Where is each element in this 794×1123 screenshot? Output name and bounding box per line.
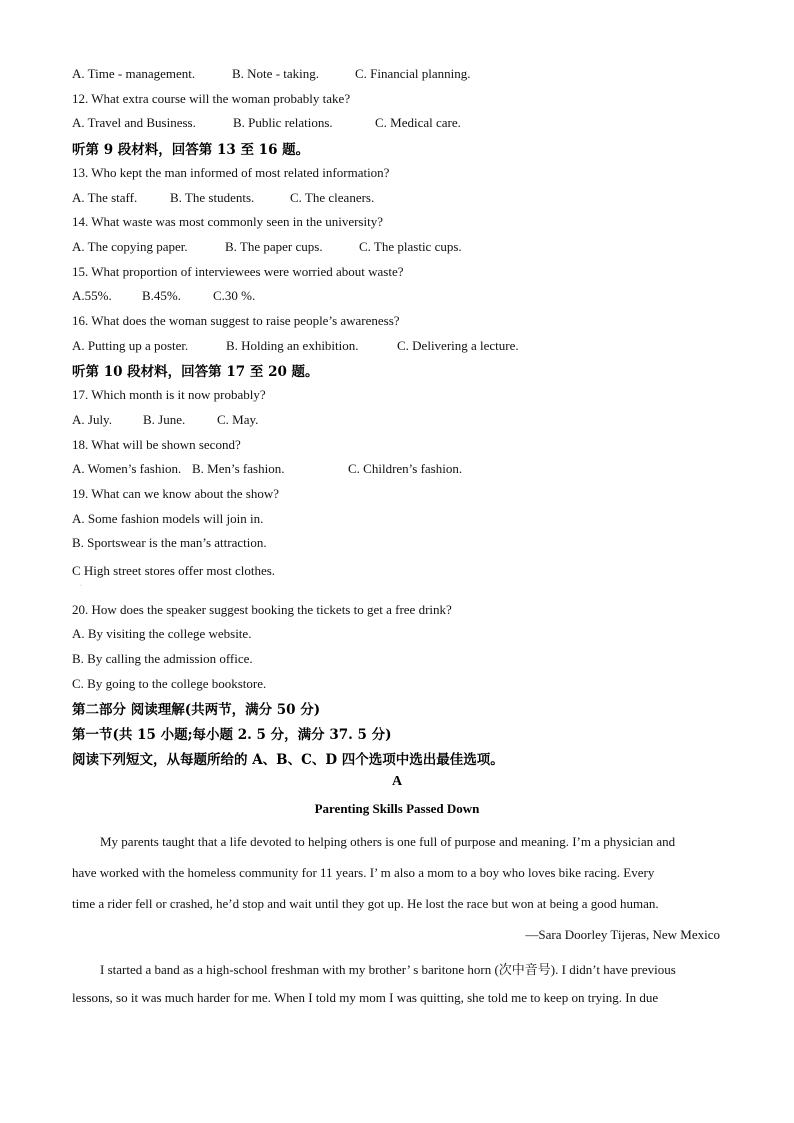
q11-options: [72, 66, 471, 82]
q13-question: 13. Who kept the man informed of most related information?: [72, 165, 390, 180]
q12-option-b: B. Public relations.: [233, 115, 333, 130]
q16-option-c: C. Delivering a lecture.: [397, 338, 519, 353]
q18-option-b: B. Men’s fashion.: [192, 461, 285, 476]
q16-option-b: B. Holding an exhibition.: [226, 338, 359, 353]
q16-question: 16. What does the woman suggest to raise people’s awareness?: [72, 313, 400, 328]
q17-option-a: A. July.: [72, 412, 112, 427]
q13-option-a: A. The staff.: [72, 190, 138, 205]
passage-title: Parenting Skills Passed Down: [314, 801, 480, 816]
q14-option-a: A. The copying paper.: [72, 239, 188, 254]
q18-option-c: C. Children’s fashion.: [348, 461, 463, 476]
q15-options: [72, 288, 255, 304]
q12-option-c: C. Medical care.: [375, 115, 461, 130]
q20-option-a: A. By visiting the college website.: [72, 626, 252, 641]
q11-option-b: B. Note - taking.: [232, 66, 320, 81]
section-1-heading: 第一节(共 15 小题;每小题 2. 5 分，满分 37. 5 分): [72, 727, 392, 743]
paragraph-1-line-1: My parents taught that a life devoted to helping others is one full of purpose and meaning. I’m a physician and: [100, 834, 676, 849]
q13-option-c: C. The cleaners.: [290, 190, 375, 205]
paragraph-2-line-1: I started a band as a high-school freshman with my brother’ s baritone horn (次中音号). I didn’t have previous: [100, 962, 676, 977]
q11-option-a: A. Time - management.: [72, 66, 196, 81]
q19-option-a: A. Some fashion models will join in.: [72, 511, 264, 526]
q17-option-c: C. May.: [217, 412, 259, 427]
q14-question: 14. What waste was most commonly seen in the university?: [72, 214, 383, 229]
paragraph-1-line-3: time a rider fell or crashed, he’d stop and wait until they got up. He lost the race but won at being a good human.: [72, 896, 659, 911]
q20-option-b: B. By calling the admission office.: [72, 651, 253, 666]
q11-option-c: C. Financial planning.: [355, 66, 471, 81]
q15-option-a: A.55%.: [72, 288, 112, 303]
q15-question: 15. What proportion of interviewees were worried about waste?: [72, 264, 404, 279]
paragraph-1-line-2: have worked with the homeless community for 11 years. I’ m also a mom to a boy who loves bike racing. Every: [72, 865, 655, 880]
q18-option-a: A. Women’s fashion.: [72, 461, 182, 476]
section-9-heading: 听第 9 段材料，回答第 13 至 16 题。: [72, 142, 310, 158]
q16-option-a: A. Putting up a poster.: [72, 338, 189, 353]
q19-option-b: B. Sportswear is the man’s attraction.: [72, 535, 267, 550]
q17-options: [72, 412, 258, 428]
q18-options: [72, 461, 462, 477]
q20-question: 20. How does the speaker suggest booking the tickets to get a free drink?: [72, 602, 452, 617]
q14-option-b: B. The paper cups.: [225, 239, 323, 254]
q12-question: 12. What extra course will the woman probably take?: [72, 91, 351, 106]
passage-letter: A: [391, 774, 403, 789]
reading-instruction: 阅读下列短文，从每题所给的 A、B、C、D 四个选项中选出最佳选项。: [72, 752, 504, 768]
q13-options: [72, 190, 374, 206]
q13-option-b: B. The students.: [170, 190, 255, 205]
paragraph-2-line-2: lessons, so it was much harder for me. When I told my mom I was quitting, she told me to keep on trying. In due: [72, 990, 659, 1005]
q16-options: [72, 338, 519, 354]
q15-option-c: C.30 %.: [213, 288, 256, 303]
q19-option-c: C High street stores offer most clothes.: [72, 563, 276, 578]
stray-mark: ·: [80, 583, 82, 589]
q12-option-a: A. Travel and Business.: [72, 115, 196, 130]
q14-options: [72, 239, 462, 255]
q19-question: 19. What can we know about the show?: [72, 486, 279, 501]
q15-option-b: B.45%.: [142, 288, 181, 303]
q12-options: [72, 115, 461, 131]
q20-option-c: C. By going to the college bookstore.: [72, 676, 267, 691]
section-10-heading: 听第 10 段材料，回答第 17 至 20 题。: [72, 364, 319, 380]
paragraph-1-signature: —Sara Doorley Tijeras, New Mexico: [525, 927, 720, 942]
q17-option-b: B. June.: [143, 412, 186, 427]
q17-question: 17. Which month is it now probably?: [72, 387, 266, 402]
part-2-heading: 第二部分 阅读理解(共两节，满分 50 分): [72, 702, 321, 718]
q14-option-c: C. The plastic cups.: [359, 239, 462, 254]
q18-question: 18. What will be shown second?: [72, 437, 241, 452]
